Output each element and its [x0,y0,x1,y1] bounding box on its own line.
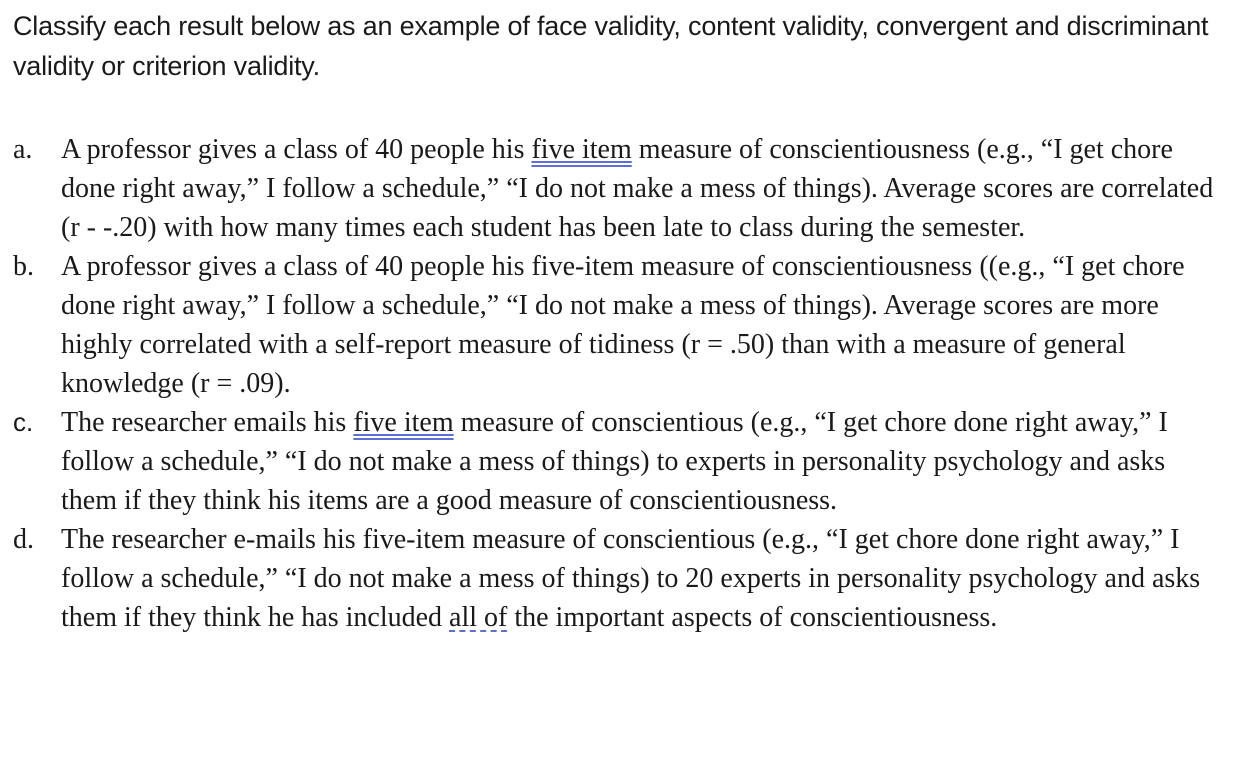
list-item-d [13,520,1223,637]
list-marker: b. [13,251,34,282]
instructions-paragraph: Classify each result below as an example of face validity, content validity, convergent and discriminant validity or criterion validity. [13,11,1209,81]
document-body [13,6,1223,637]
item-text-part: The researcher e-mails his five-item measure of conscientious (e.g., “I get chore done right away,” I follow a schedule,” “I do not make a mess of things) to 20 experts in personality psychology and asks them if they think he has included [61,524,1201,633]
item-text [61,524,1200,633]
question-list [13,130,1223,637]
item-text-part: measure of conscientiousness (e.g., “I get chore done right away,” I follow a schedule,” “I do not make a mess of things). Average scores are correlated (r - -.20) with how many times each student has been late to class during the semester. [61,134,1214,243]
list-marker: c. [13,407,34,437]
list-item-c [13,403,1223,520]
item-text-part: the important aspects of conscientiousness. [507,602,998,633]
style-flagged-text[interactable]: all of [449,602,508,633]
grammar-flagged-text[interactable]: five item [531,134,632,165]
item-text [61,407,1168,516]
list-marker: d. [13,524,34,555]
item-text-part: A professor gives a class of 40 people his [61,134,532,165]
list-marker: a. [13,134,33,165]
item-text-part: The researcher emails his [61,407,354,438]
item-text-part: measure of conscientious (e.g., “I get chore done right away,” I follow a schedule,” “I do not make a mess of things) to experts in personality psychology and asks them if they think his items are a good measure of conscientiousness. [61,407,1168,516]
item-text: A professor gives a class of 40 people his five-item measure of conscientiousness ((e.g., “I get chore done right away,” I follow a schedule,” “I do not make a mess of things). Average scores are more highly correlated with a self-report measure of tidiness (r = .50) than with a measure of general knowledge (r = .09). [61,251,1185,399]
list-item-a [13,130,1223,247]
item-text [61,134,1213,243]
grammar-flagged-text[interactable]: five item [353,407,454,438]
list-item-b [13,247,1223,403]
